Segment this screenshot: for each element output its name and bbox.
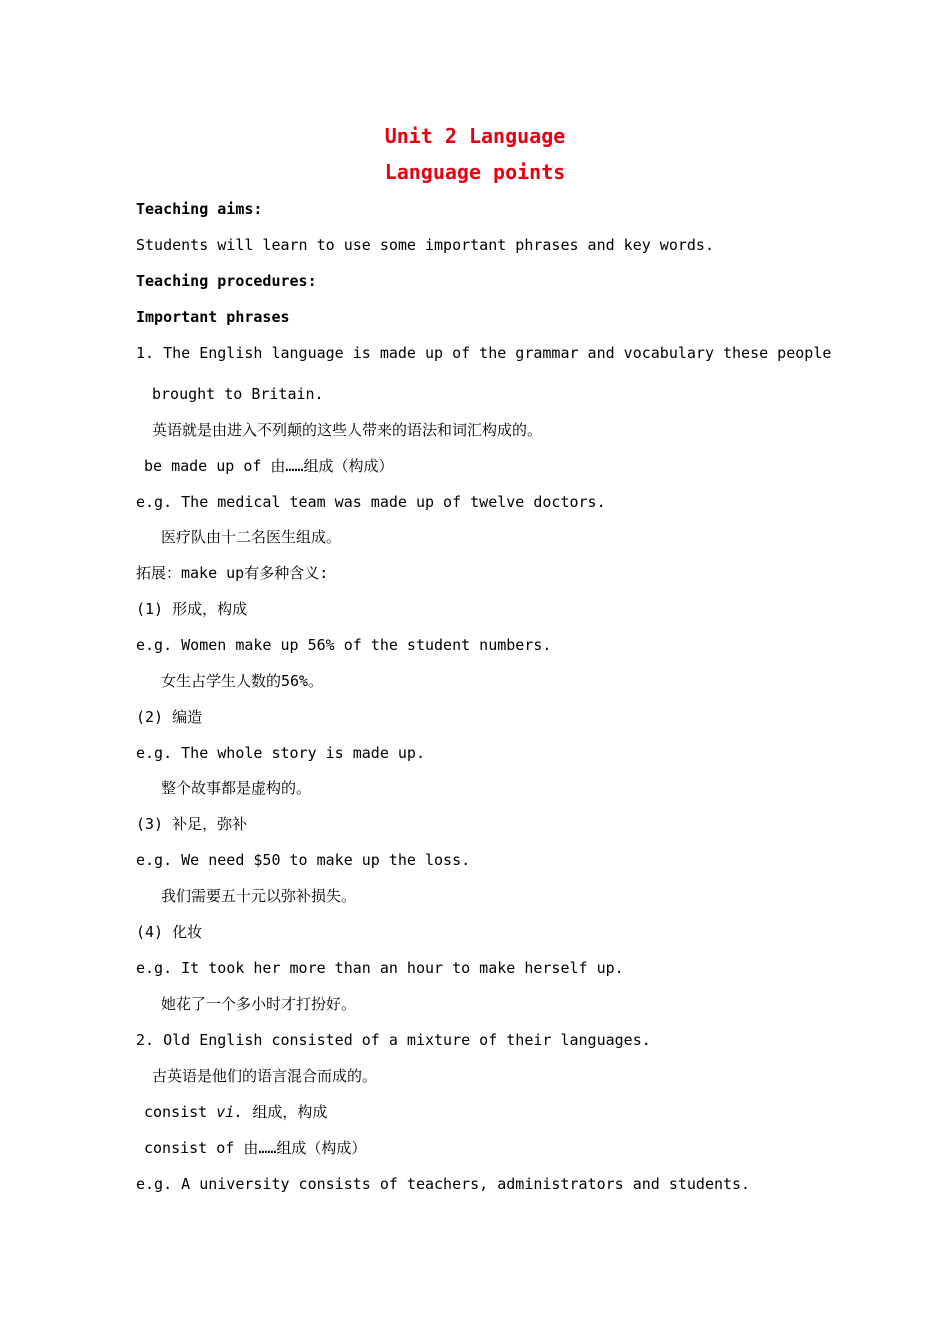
meaning-example-translation: 她花了一个多小时才打扮好。 — [161, 995, 357, 1013]
point2-consist-definition — [144, 1102, 327, 1122]
part-of-speech: vi. — [216, 1103, 244, 1121]
teaching-procedures-heading: Teaching procedures: — [136, 272, 317, 290]
point2-example: e.g. A university consists of teachers, administrators and students. — [136, 1175, 751, 1193]
point1-phrase: be made up of 由……组成（构成） — [144, 457, 394, 475]
important-phrases-heading: Important phrases — [136, 308, 290, 326]
point2-translation: 古英语是他们的语言混合而成的。 — [152, 1067, 378, 1085]
meaning-example-translation: 我们需要五十元以弥补损失。 — [161, 887, 357, 905]
teaching-aims-heading: Teaching aims: — [136, 200, 263, 218]
point1-sentence-line2: brought to Britain. — [152, 385, 324, 403]
unit-title: Unit 2 Language — [384, 124, 566, 148]
point1-sentence-line1: 1. The English language is made up of the grammar and vocabulary these people — [136, 344, 832, 362]
meaning-example-translation: 女生占学生人数的56%。 — [161, 672, 324, 690]
point1-translation: 英语就是由进入不列颠的这些人带来的语法和词汇构成的。 — [152, 421, 543, 439]
point1-example: e.g. The medical team was made up of twelve doctors. — [136, 493, 606, 511]
meaning-label: (4) 化妆 — [136, 923, 203, 941]
meaning-label: (3) 补足，弥补 — [136, 815, 248, 833]
point1-extension: 拓展：make up有多种含义: — [136, 564, 329, 582]
meaning-label: (2) 编造 — [136, 708, 203, 726]
meaning-example: e.g. We need $50 to make up the loss. — [136, 851, 471, 869]
meaning-label: (1) 形成，构成 — [136, 600, 248, 618]
teaching-aims-text: Students will learn to use some important phrases and key words. — [136, 236, 714, 254]
consist-meaning: 组成，构成 — [243, 1103, 328, 1121]
point2-phrase: consist of 由……组成（构成） — [144, 1139, 367, 1157]
consist-word: consist — [144, 1103, 217, 1121]
lesson-subtitle: Language points — [384, 160, 566, 184]
meaning-example-translation: 整个故事都是虚构的。 — [161, 779, 312, 797]
meaning-example: e.g. It took her more than an hour to make herself up. — [136, 959, 624, 977]
point1-example-translation: 医疗队由十二名医生组成。 — [161, 528, 342, 546]
meaning-example: e.g. The whole story is made up. — [136, 744, 425, 762]
meaning-example: e.g. Women make up 56% of the student numbers. — [136, 636, 552, 654]
point2-sentence: 2. Old English consisted of a mixture of their languages. — [136, 1031, 651, 1049]
